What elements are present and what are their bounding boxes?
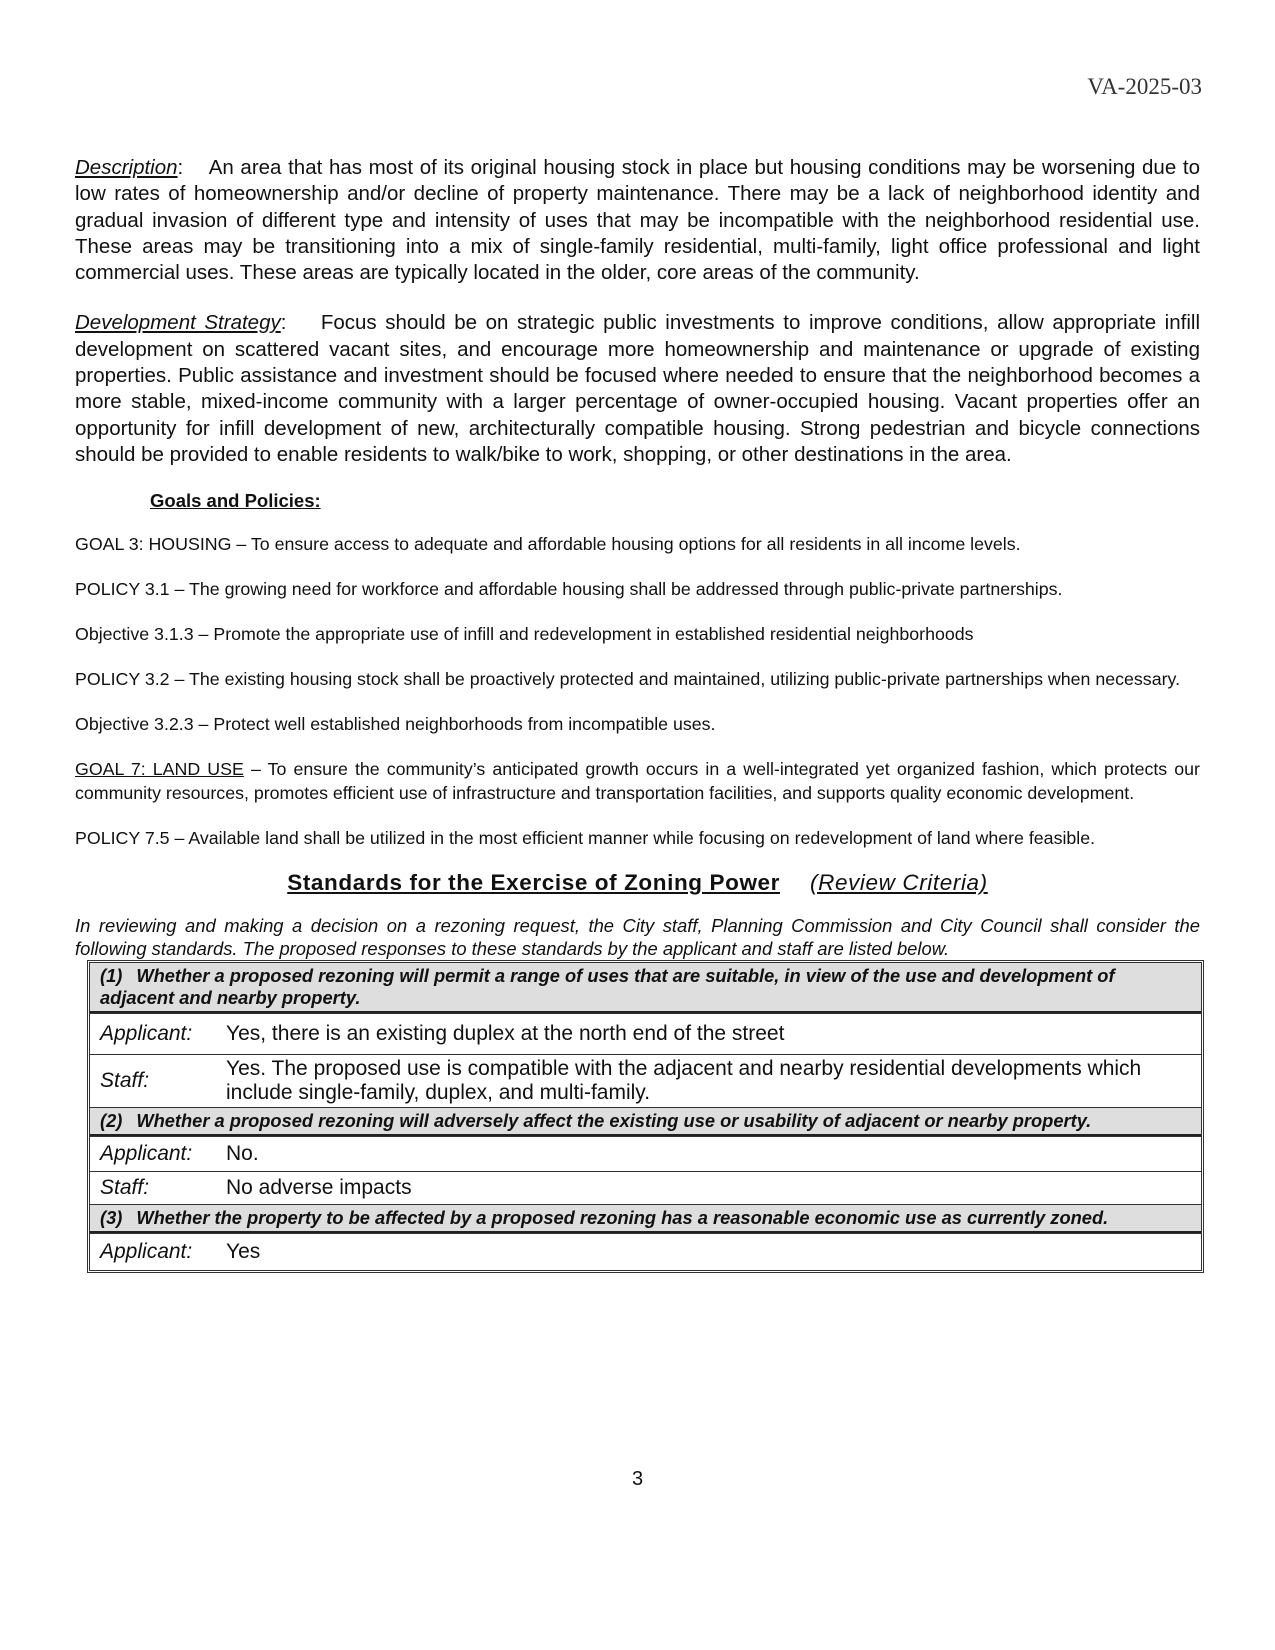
applicant-response: Yes, there is an existing duplex at the north end of the street [216,1013,1201,1054]
criterion-question: Whether the property to be affected by a proposed rezoning has a reasonable economic use as currently zoned. [136,1207,1109,1229]
criteria-table [87,960,1204,1273]
policy-3-2: POLICY 3.2 – The existing housing stock shall be proactively protected and maintained, utilizing public-private partnerships when necessary. [75,669,1181,690]
objective-3-1-3: Objective 3.1.3 – Promote the appropriate use of infill and redevelopment in established residential neighborhoods [75,624,974,645]
goal-7-text: – To ensure the community’s anticipated growth occurs in a well-integrated yet organized fashion, which protects our community resources, promotes efficient use of infrastructure and transportation facilities, and supports quality economic development. [75,759,1200,804]
applicant-response: Yes [216,1233,1201,1270]
staff-label: Staff: [90,1054,216,1107]
criterion-question: Whether a proposed rezoning will adversely affect the existing use or usability of adjacent or nearby property. [136,1110,1092,1132]
policy-7-5: POLICY 7.5 – Available land shall be utilized in the most efficient manner while focusing on redevelopment of land where feasible. [75,828,1096,849]
goals-heading: Goals and Policies: [150,490,321,512]
goal-3: GOAL 3: HOUSING – To ensure access to adequate and affordable housing options for all residents in all income levels. [75,534,1021,555]
staff-response: Yes. The proposed use is compatible with the adjacent and nearby residential developments which include single-family, duplex, and multi-family. [216,1054,1201,1107]
applicant-row [90,1136,1201,1171]
strategy-paragraph: Development Strategy: Focus should be on strategic public investments to improve conditions, allow appropriate infill development on scattered vacant sites, and encourage more homeownership and maintenance or upgrade of existing properties. Public assistance and investment should be focused where needed to ensure that the neighborhood becomes a more stable, mixed-income community with a larger percentage of owner-occupied housing. Vacant properties offer an opportunity for infill development of new, architecturally compatible housing. Strong pedestrian and bicycle connections should be provided to enable residents to walk/bike to work, shopping, or other destinations in the area. [75,311,1201,466]
criterion-number: (2) [100,1110,123,1132]
applicant-response: No. [216,1136,1201,1171]
objective-3-2-3: Objective 3.2.3 – Protect well established neighborhoods from incompatible uses. [75,714,716,735]
description-paragraph: Description: An area that has most of its original housing stock in place but housing conditions may be worsening due to low rates of homeownership and/or decline of property maintenance. There may be a lack of neighborhood identity and gradual invasion of different type and intensity of uses that may be incompatible with the neighborhood residential use. These areas may be transitioning into a mix of single-family residential, multi-family, light office professional and light commercial uses. These areas are typically located in the older, core areas of the community. [75,156,1200,285]
applicant-row [90,1013,1201,1054]
criterion-number: (3) [100,1207,123,1229]
standards-title-text: Standards for the Exercise of Zoning Power [287,870,781,896]
standards-intro: In reviewing and making a decision on a rezoning request, the City staff, Planning Commission and City Council shall consider the following standards. The proposed responses to these standards by the applicant and staff are listed below. [75,915,1200,960]
criterion-number: (1) [100,965,123,987]
staff-label: Staff: [90,1171,216,1204]
document-id: VA-2025-03 [1087,74,1202,99]
goal-7-label: GOAL 7: LAND USE [75,759,244,780]
criterion-question-row [90,963,1201,1013]
strategy-text: Focus should be on strategic public investments to improve conditions, allow appropriate infill development on scattered vacant sites, and encourage more homeownership and maintenance or upgrade of existing properties. Public assistance and investment should be focused where needed to ensure that the neighborhood becomes a more stable, mixed-income community with a larger percentage of owner-occupied housing. Vacant properties offer an opportunity for infill development of new, architecturally compatible housing. Strong pedestrian and bicycle connections should be provided to enable residents to walk/bike to work, shopping, or other destinations in the area. [75,311,1201,466]
criterion-question: Whether a proposed rezoning will permit a range of uses that are suitable, in view of the use and development of adjacent and nearby property. [100,965,1115,1009]
document-body [75,155,1200,1273]
standards-subtitle: (Review Criteria) [810,870,988,896]
applicant-label: Applicant: [90,1013,216,1054]
staff-row [90,1054,1201,1107]
applicant-label: Applicant: [90,1233,216,1270]
applicant-label: Applicant: [90,1136,216,1171]
staff-response: No adverse impacts [216,1171,1201,1204]
strategy-label: Development Strategy [75,311,281,335]
description-label: Description [75,156,178,179]
page-number: 3 [631,1468,644,1490]
goal-7 [75,757,1200,805]
staff-row [90,1171,1201,1204]
criterion-question-row [90,1107,1201,1136]
standards-title [75,870,1200,896]
policy-3-1: POLICY 3.1 – The growing need for workforce and affordable housing shall be addressed through public-private partnerships. [75,579,1063,600]
applicant-row [90,1233,1201,1270]
criterion-question-row [90,1204,1201,1233]
description-text: An area that has most of its original housing stock in place but housing conditions may be worsening due to low rates of homeownership and/or decline of property maintenance. There may be a lack of neighborhood identity and gradual invasion of different type and intensity of uses that may be incompatible with the neighborhood residential use. These areas may be transitioning into a mix of single-family residential, multi-family, light office professional and light commercial uses. These areas are typically located in the older, core areas of the community. [75,156,1200,285]
